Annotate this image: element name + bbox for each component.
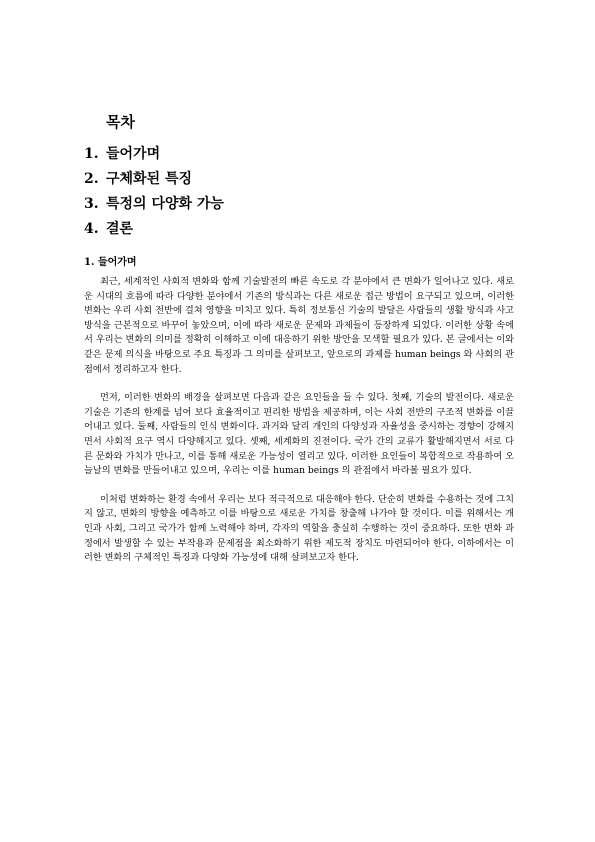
toc-item-number: 4.	[84, 221, 99, 237]
toc-item-label: 구체화된 특징	[106, 171, 193, 187]
toc-item	[84, 169, 224, 194]
toc-item	[84, 194, 224, 219]
toc-list	[84, 144, 224, 244]
introduction-section	[84, 256, 514, 580]
toc-item-label: 특정의 다양화 가능	[106, 196, 224, 212]
section-heading: 1. 들어가며	[84, 257, 137, 268]
body-paragraph: 최근, 세계적인 사회적 변화와 함께 기술발전의 빠른 속도로 각 분야에서 큰 변화가 일어나고 있다. 새로운 시대의 흐름에 따라 다양한 분야에서 기존의 방식과는 다른 새로운 접근 방법이 요구되고 있으며, 이러한 변화는 우리 사회 전반에 걸쳐 영향을 미치고 있다. 특히 정보통신 기술의 발달은 사람들의 생활 방식과 사고 방식을 근본적으로 바꾸어 놓았으며, 이에 따라 새로운 문제와 과제들이 등장하게 되었다. 이러한 상황 속에서 우리는 변화의 의미를 정확히 이해하고 이에 대응하기 위한 방안을 모색할 필요가 있다. 본 글에서는 이와 같은 문제 의식을 바탕으로 주요 특징과 그 의미를 살펴보고, 앞으로의 과제를 human beings 와 사회의 관점에서 정리하고자 한다.	[84, 276, 514, 375]
body-paragraph: 먼저, 이러한 변화의 배경을 살펴보면 다음과 같은 요인들을 들 수 있다. 첫째, 기술의 발전이다. 새로운 기술은 기존의 한계를 넘어 보다 효율적이고 편리한 방법을 제공하며, 이는 사회 전반의 구조적 변화를 이끌어내고 있다. 둘째, 사람들의 인식 변화이다. 과거와 달리 개인의 다양성과 자율성을 중시하는 경향이 강해지면서 사회적 요구 역시 다양해지고 있다. 셋째, 세계화의 진전이다. 국가 간의 교류가 활발해지면서 서로 다른 문화와 가치가 만나고, 이를 통해 새로운 가능성이 열리고 있다. 이러한 요인들이 복합적으로 작용하여 오늘날의 변화를 만들어내고 있으며, 우리는 이를 human beings 의 관점에서 바라볼 필요가 있다.	[84, 392, 514, 477]
body-paragraph: 이처럼 변화하는 환경 속에서 우리는 보다 적극적으로 대응해야 한다. 단순히 변화를 수용하는 것에 그치지 않고, 변화의 방향을 예측하고 이를 바탕으로 새로운 가치를 창출해 나가야 할 것이다. 이를 위해서는 개인과 사회, 그리고 국가가 함께 노력해야 하며, 각자의 역할을 충실히 수행하는 것이 중요하다. 또한 변화 과정에서 발생할 수 있는 부작용과 문제점을 최소화하기 위한 제도적 장치도 마련되어야 한다. 이하에서는 이러한 변화의 구체적인 특징과 다양화 가능성에 대해 살펴보고자 한다.	[84, 493, 514, 564]
toc-title: 목차	[106, 113, 135, 131]
toc-item	[84, 144, 224, 169]
toc-item-number: 1.	[84, 146, 99, 162]
toc-item-label: 들어가며	[106, 146, 161, 162]
toc-item	[84, 219, 224, 244]
toc-item-label: 결론	[106, 221, 134, 237]
toc-item-number: 2.	[84, 171, 99, 187]
table-of-contents	[84, 112, 224, 244]
toc-item-number: 3.	[84, 196, 99, 212]
